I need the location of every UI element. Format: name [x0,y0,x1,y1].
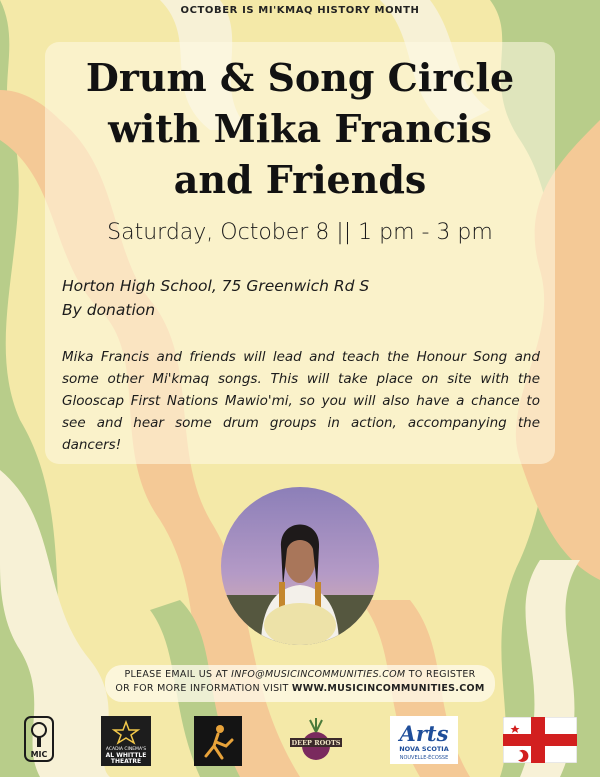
history-month-banner: OCTOBER IS MI'KMAQ HISTORY MONTH [180,5,420,16]
performer-photo [221,487,379,645]
svg-text:DEEP ROOTS: DEEP ROOTS [291,739,341,747]
svg-text:ACADIA CINEMA'S: ACADIA CINEMA'S [105,747,147,752]
title-line-1: Drum & Song Circle [85,55,515,100]
event-venue: Horton High School, 75 Greenwich Rd S [62,277,370,295]
svg-text:NOVA SCOTIA: NOVA SCOTIA [399,745,449,753]
al-whittle-theatre-logo [101,716,151,770]
title-line-2: with Mika Francis [108,106,492,151]
svg-text:AL WHITTLE: AL WHITTLE [105,752,147,759]
arts-nova-scotia-logo [390,716,458,768]
mikmaq-flag-icon [503,717,577,767]
website-link[interactable]: WWW.MUSICINCOMMUNITIES.COM [291,683,485,694]
svg-text:NOUVELLE-ÉCOSSE: NOUVELLE-ÉCOSSE [399,755,449,761]
dance-logo [194,716,242,770]
event-title [20,52,580,205]
deep-roots-logo [288,716,344,770]
event-description: Mika Francis and friends will lead and teach the Honour Song and some other Mi'kmaq songs. This will take place on site with the Glooscap First Nations Mawio'mi, so you will also have a chance to see and hear some drum groups in action, accompanying the dancers! [62,349,540,453]
contact-email-link[interactable]: INFO@MUSICINCOMMUNITIES.COM [231,669,406,680]
event-price: By donation [62,301,156,319]
event-date-time: Saturday, October 8 || 1 pm - 3 pm [107,220,493,245]
event-location-block [62,274,369,322]
title-line-3: and Friends [173,157,427,202]
contact-info: PLEASE EMAIL US AT INFO@MUSICINCOMMUNITIES.COM TO REGISTER OR FOR MORE INFORMATION VISIT WWW.MUSICINCOMMUNITIES.COM [105,665,495,702]
mic-logo-text: MIC [30,750,48,759]
svg-text:THEATRE: THEATRE [110,758,142,765]
mic-logo [24,716,54,766]
svg-text:Arts: Arts [399,721,449,746]
